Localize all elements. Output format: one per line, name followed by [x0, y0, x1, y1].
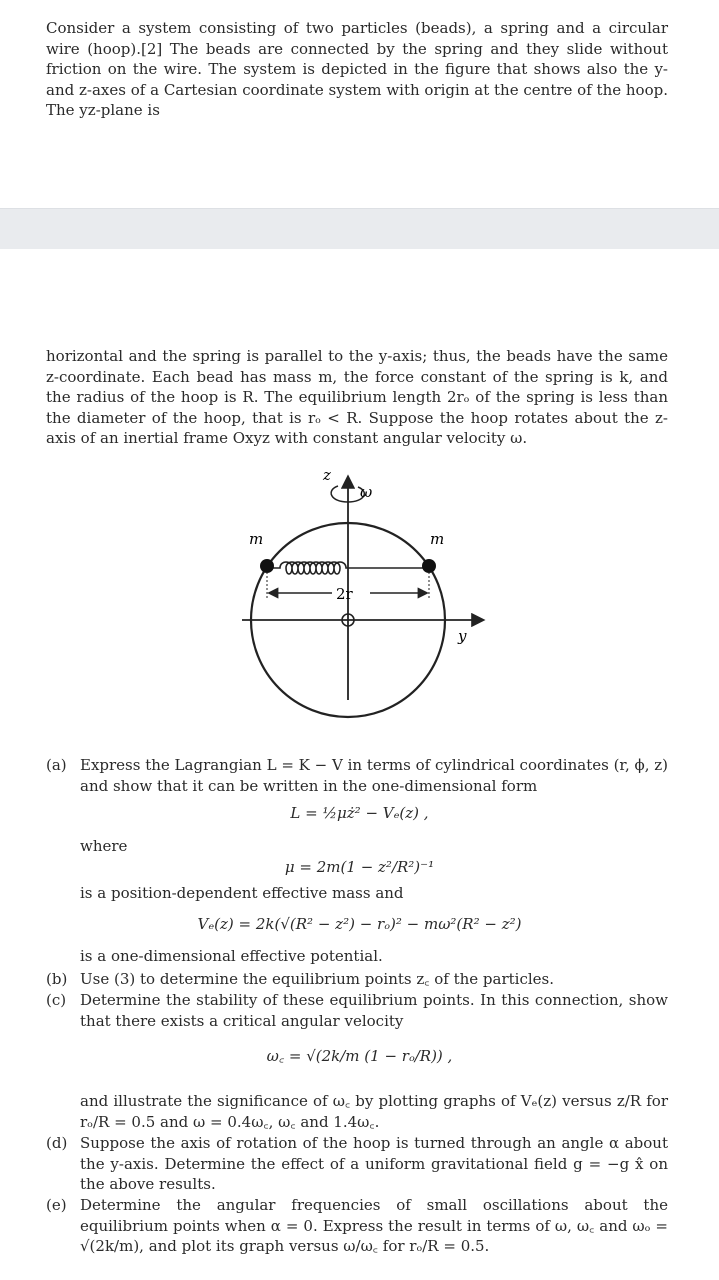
mass-left-label: m [249, 530, 264, 548]
part-c-text: Determine the stability of these equilibrium points. In this connection, show that there exists a critical angular velocity [80, 991, 668, 1030]
part-d [46, 1133, 668, 1195]
part-c-label: (c) [46, 991, 67, 1009]
part-a-label: (a) [46, 756, 67, 774]
part-a-text: Express the Lagrangian L = K − V in terms of cylindrical coordinates (r, ϕ, z) and show that it can be written in the one-dimensional form [80, 756, 668, 795]
effective-mass-description: is a position-dependent effective mass and [80, 884, 404, 902]
effective-mass-equation: μ = 2m(1 − z²/R²)⁻¹ [284, 858, 435, 876]
part-b-label: (b) [46, 970, 68, 988]
part-c [46, 990, 668, 1031]
omega-label: ω [360, 483, 373, 501]
part-b-text: Use (3) to determine the equilibrium points z꜀ of the particles. [80, 970, 555, 988]
intro-paragraph-1: Consider a system consisting of two particles (beads), a spring and a circular wire (hoop).[2] The beads are connected by the spring and they slide without friction on the wire. The system is depicted in the figure that shows also the y- and z-axes of a Cartesian coordinate system with origin at the centre of the hoop. The yz-plane is [46, 19, 668, 120]
spring-length-label: 2r [336, 585, 353, 603]
where-text: where [80, 837, 128, 855]
part-c-text-2: and illustrate the significance of ω꜀ by plotting graphs of Vₑ(z) versus z/R for rₒ/R = 0.5 and ω = 0.4ω꜀, ω꜀ and 1.4ω꜀. [80, 1092, 668, 1131]
part-a [46, 755, 668, 796]
lagrangian-equation: L = ½μż² − Vₑ(z) , [290, 804, 429, 822]
part-e-label: (e) [46, 1196, 67, 1214]
effective-potential-description: is a one-dimensional effective potential. [80, 947, 383, 965]
y-axis-label: y [458, 627, 467, 645]
part-d-label: (d) [46, 1134, 68, 1152]
bead-left [260, 559, 274, 573]
critical-omega-equation: ω꜀ = √(2k/m (1 − rₒ/R)) , [266, 1047, 453, 1065]
mass-right-label: m [430, 530, 445, 548]
part-e [46, 1195, 668, 1257]
page-break-band [0, 208, 719, 249]
part-b [46, 969, 668, 990]
intro-paragraph-2: horizontal and the spring is parallel to the y-axis; thus, the beads have the same z-coordinate. Each bead has mass m, the force constant of the spring is k, and the radius of the hoop is R. The equilibrium length 2rₒ of the spring is less than the diameter of the hoop, that is rₒ < R. Suppose the hoop rotates about the z-axis of an inertial frame Oxyz with constant angular velocity ω. [46, 347, 668, 448]
part-d-text: Suppose the axis of rotation of the hoop is turned through an angle α about the y-axis. Determine the effect of a uniform gravitational field g = −g x̂ on the above results. [80, 1134, 668, 1193]
z-axis-label: z [323, 466, 331, 484]
bead-right [422, 559, 436, 573]
effective-potential-equation: Vₑ(z) = 2k(√(R² − z²) − rₒ)² − mω²(R² − z²) [197, 915, 522, 933]
part-e-text: Determine the angular frequencies of small oscillations about the equilibrium points when α = 0. Express the result in terms of ω, ω꜀ and ωₒ = √(2k/m), and plot its graph versus ω/ω꜀ for rₒ/R = 0.5. [80, 1196, 668, 1255]
hoop-diagram [0, 460, 719, 720]
